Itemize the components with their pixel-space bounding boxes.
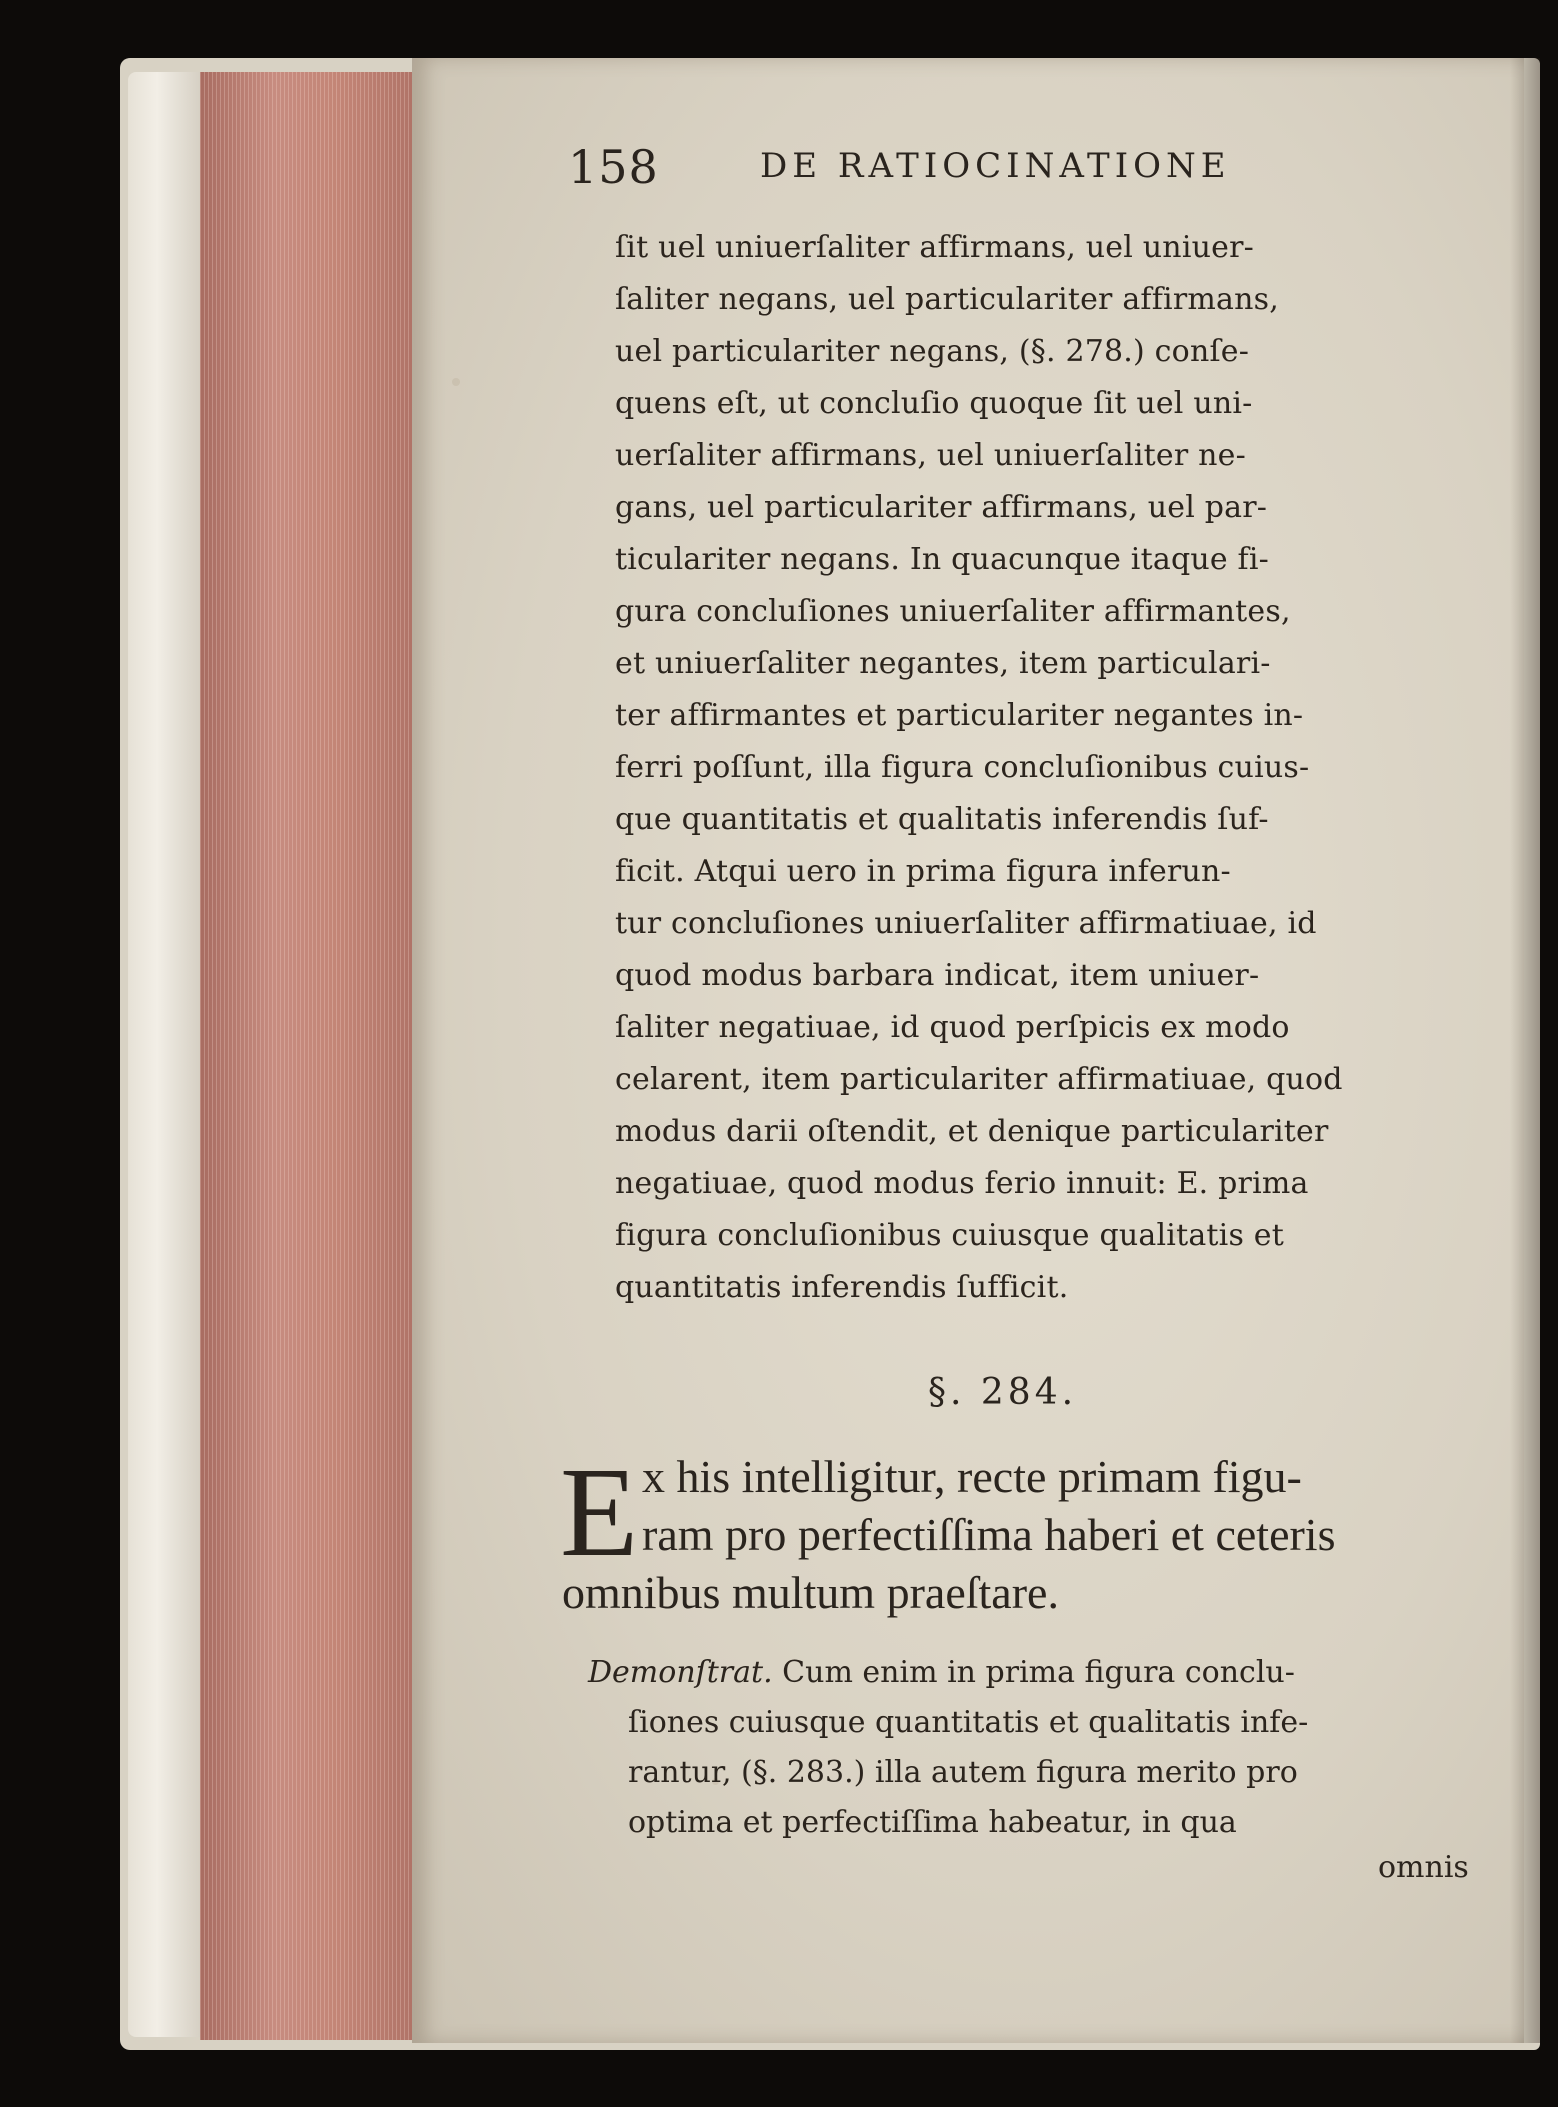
text-line: tur concluſiones uniuerſaliter affirmatiuae, id (615, 906, 1317, 941)
text-line: modus darii oſtendit, et denique particulariter (615, 1114, 1329, 1149)
text-line: celarent, item particulariter affirmatiuae, quod (615, 1062, 1343, 1097)
text-line: ticulariter negans. In quacunque itaque fi- (615, 542, 1269, 577)
page-fore-edge (200, 72, 412, 2040)
text-line: ſaliter negatiuae, id quod perſpicis ex modo (615, 1010, 1290, 1045)
text-line: optima et perfectiſſima habeatur, in qua (628, 1805, 1237, 1840)
running-title: DE RATIOCINATIONE (760, 146, 1231, 186)
text-line: quod modus barbara indicat, item uniuer- (615, 958, 1260, 993)
text-line: ferri poſſunt, illa figura concluſionibus cuius- (615, 750, 1310, 785)
cover-edge (128, 72, 200, 2037)
text-line: ſaliter negans, uel particulariter affirmans, (615, 282, 1279, 317)
demonstration-label: Demonſtrat. (588, 1655, 773, 1690)
page-number: 158 (568, 140, 659, 194)
section-heading: §. 284. (928, 1372, 1078, 1413)
foxing-spot (452, 378, 460, 386)
text-line: gans, uel particulariter affirmans, uel par- (615, 490, 1268, 525)
lead-line: ram pro perfectiſſima haberi et ceteris (642, 1509, 1336, 1560)
text-line: et uniuerſaliter negantes, item particulari- (615, 646, 1271, 681)
demonstration-first-line (588, 1655, 1295, 1690)
drop-cap: E (560, 1441, 639, 1583)
text-line: negatiuae, quod modus ferio innuit: E. prima (615, 1166, 1309, 1201)
text-line: rantur, (§. 283.) illa autem figura merito pro (628, 1755, 1298, 1790)
text-line: figura concluſionibus cuiusque qualitatis et (615, 1218, 1285, 1253)
text-line: ſiones cuiusque quantitatis et qualitatis infe- (628, 1705, 1309, 1740)
demonstration-text: Cum enim in prima figura conclu- (782, 1655, 1295, 1690)
text-line: ſit uel uniuerſaliter affirmans, uel uniuer- (615, 230, 1254, 265)
text-line: uel particulariter negans, (§. 278.) conſe- (615, 334, 1250, 369)
text-line: que quantitatis et qualitatis inferendis ſuf- (615, 802, 1269, 837)
text-line: uerſaliter affirmans, uel uniuerſaliter ne- (615, 438, 1246, 473)
gutter-shadow (1510, 58, 1540, 2043)
lead-line: x his intelligitur, recte primam figu- (642, 1451, 1302, 1502)
text-line: ter affirmantes et particulariter negantes in- (615, 698, 1304, 733)
lead-line: omnibus multum praeſtare. (562, 1567, 1059, 1618)
text-line: gura concluſiones uniuerſaliter affirmantes, (615, 594, 1291, 629)
text-line: quantitatis inferendis ſufficit. (615, 1270, 1069, 1305)
catchword: omnis (1378, 1850, 1469, 1885)
text-line: quens eſt, ut concluſio quoque ſit uel uni- (615, 386, 1253, 421)
text-line: ficit. Atqui uero in prima figura inferun- (615, 854, 1231, 889)
